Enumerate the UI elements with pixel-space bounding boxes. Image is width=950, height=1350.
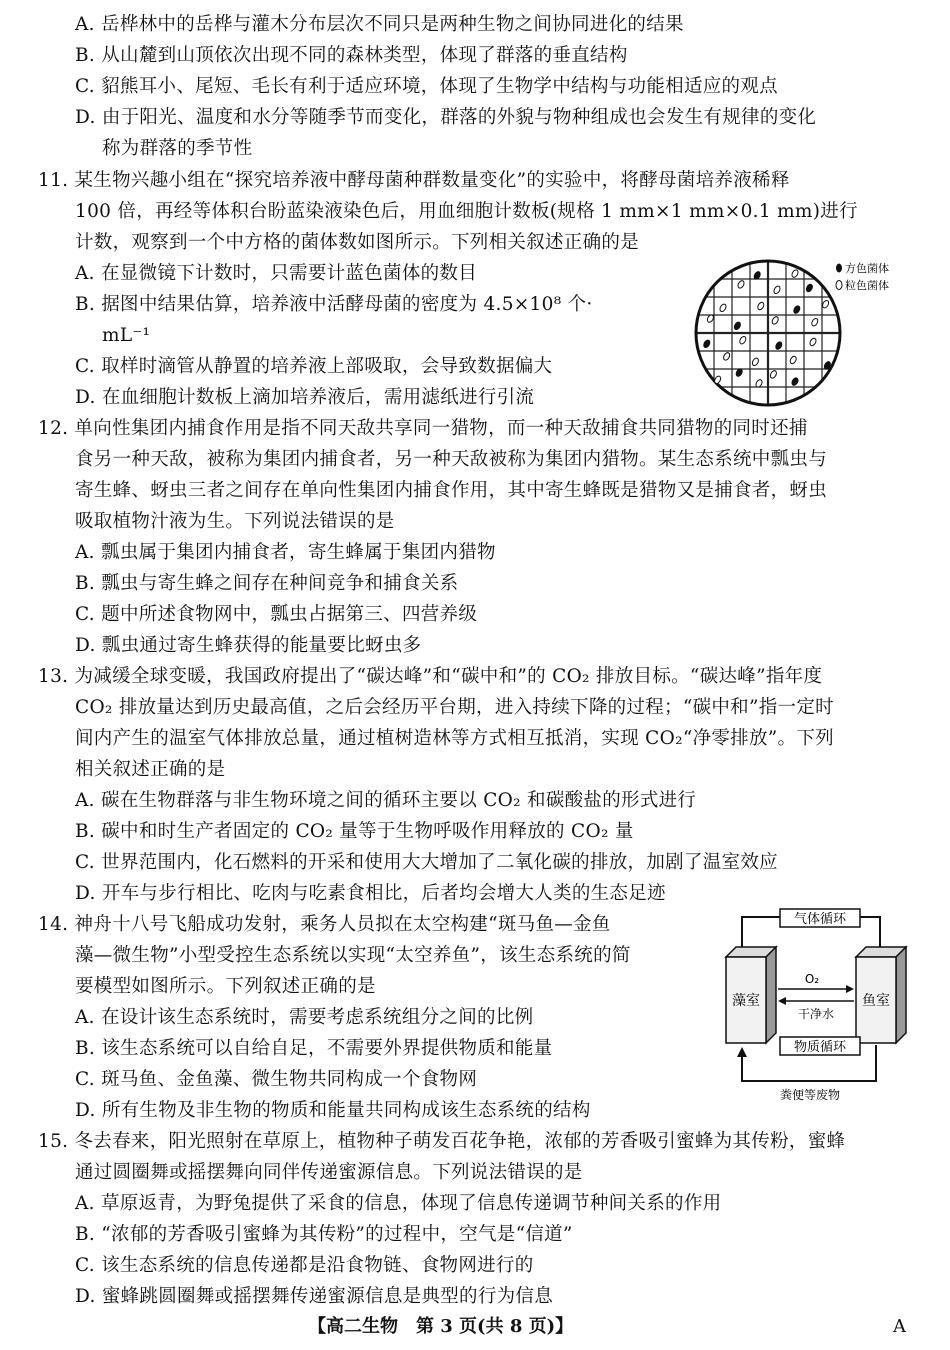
text-line: 藻—微生物”小型受控生态系统以实现“太空养鱼”，该生态系统的简 [75,945,631,966]
material-cycle-label: 物质循环 [793,1040,847,1055]
unstained-yeast-cell [811,317,820,327]
text-line: 通过圆圈舞或摇摆舞向同伴传递蜜源信息。下列说法错误的是 [75,1162,583,1183]
text-line: 相关叙述正确的是 [75,759,226,780]
option-c: C. 该生态系统的信息传递都是沿食物链、食物网进行的 [75,1255,534,1276]
option-c: C. 题中所述食物网中，瓢虫占据第三、四营养级 [75,604,478,625]
question-11-stem: 11. 某生物兴趣小组在“探究培养液中酵母菌种群数量变化”的实验中，将酵母菌培养液稀释 [38,170,790,191]
unstained-yeast-cell [719,303,728,313]
stained-yeast-cell [775,341,784,351]
text-line: B. 从山麓到山顶依次出现不同的森林类型，体现了群落的垂直结构 [75,45,628,66]
option-a: A. 瓢虫属于集团内捕食者，寄生蜂属于集团内猎物 [75,542,496,563]
unstained-yeast-cell [809,337,818,347]
text-line: 计数，观察到一个中方格的菌体数如图所示。下列相关叙述正确的是 [75,232,640,253]
stained-yeast-cell [733,321,742,331]
option-d: D. 所有生物及非生物的物质和能量共同构成该生态系统的结构 [75,1100,591,1121]
legend-dark-cell: 方色菌体 [845,262,889,275]
stained-yeast-cell [793,305,802,315]
text-line: 寄生蜂、蚜虫三者之间存在单向性集团内捕食作用，其中寄生蜂既是猎物又是捕食者，蚜虫 [75,480,828,501]
unstained-yeast-cell [757,301,766,311]
option-b: B. 碳中和时生产者固定的 CO₂ 量等于生物呼吸作用释放的 CO₂ 量 [75,821,634,842]
stained-yeast-cell [805,283,814,293]
option-b: B. 据图中结果估算，培养液中活酵母菌的密度为 4.5×10⁸ 个· [75,294,593,315]
unstained-yeast-cell [751,357,760,367]
option-c: C. 世界范围内，化石燃料的开采和使用大大增加了二氧化碳的排放，加剧了温室效应 [75,852,778,873]
option-a: A. 在设计该生态系统时，需要考虑系统组分之间的比例 [75,1007,534,1028]
light-cell-legend-icon [836,281,842,290]
algae-room-label: 藻室 [732,993,760,1009]
text-line: D. 由于阳光、温度和水分等随季节而变化，群落的外貌与物种组成也会发生有规律的变化 [75,107,817,128]
option-a: A. 碳在生物群落与非生物环境之间的循环主要以 CO₂ 和碳酸盐的形式进行 [75,790,697,811]
text-line: CO₂ 排放量达到历史最高值，之后会经历平台期，进入持续下降的过程；“碳中和”指一定时 [75,697,834,718]
text-line: 100 倍，再经等体积台盼蓝染液染色后，用血细胞计数板(规格 1 mm×1 mm×0.1 mm)进行 [75,201,858,222]
question-13-stem: 13. 为减缓全球变暖，我国政府提出了“碳达峰”和“碳中和”的 CO₂ 排放目标。“碳达峰”指年度 [38,666,823,687]
fish-room-label: 鱼室 [862,993,890,1009]
feces-label: 粪便等废物 [779,1088,841,1102]
unstained-yeast-cell [821,299,830,309]
option-c: C. 斑马鱼、金鱼藻、微生物共同构成一个食物网 [75,1069,478,1090]
unstained-yeast-cell [722,352,731,362]
text-line: 间内产生的温室气体排放总量，通过植树造林等方式相互抵消，实现 CO₂“净零排放”。下列 [75,728,834,749]
text-line: C. 貂熊耳小、尾短、毛长有利于适应环境，体现了生物学中结构与功能相适应的观点 [75,76,778,97]
option-b: B. “浓郁的芳香吸引蜜蜂为其传粉”的过程中，空气是“信道” [75,1224,573,1245]
unstained-yeast-cell [769,370,778,380]
stained-yeast-cell [703,339,712,349]
hemocytometer-figure [693,258,918,408]
question-12-stem: 12. 单向性集团内捕食作用是指不同天敌共享同一猎物，而一种天敌捕食共同猎物的同时还捕 [38,418,808,439]
text-line: 食另一种天敌，被称为集团内捕食者，另一种天敌被称为集团内猎物。某生态系统中瓢虫与 [75,449,828,470]
o2-label: O₂ [804,972,820,986]
unstained-yeast-cell [739,335,748,345]
clean-water-label: 干净水 [797,1007,835,1021]
unstained-yeast-cell [789,355,798,365]
question-14-stem: 14. 神舟十八号飞船成功发射，乘务人员拟在太空构建“斑马鱼—金鱼 [38,914,611,935]
option-d: D. 开车与步行相比、吃肉与吃素食相比，后者均会增大人类的生态足迹 [75,883,666,904]
dark-cell-legend-icon [836,264,842,273]
gas-cycle-label: 气体循环 [793,912,847,927]
unstained-yeast-cell [737,280,746,290]
text-line: mL⁻¹ [102,325,151,346]
text-line: 称为群落的季节性 [102,138,253,159]
option-a: A. 在显微镜下计数时，只需要计蓝色菌体的数目 [75,263,478,284]
text-line: A. 岳桦林中的岳桦与灌木分布层次不同只是两种生物之间协同进化的结果 [75,14,684,35]
option-d: D. 蜜蜂跳圆圈舞或摇摆舞传递蜜源信息是典型的行为信息 [75,1286,554,1307]
text-line: 要模型如图所示。下列叙述正确的是 [75,976,376,997]
option-c: C. 取样时滴管从静置的培养液上部吸取，会导致数据偏大 [75,356,553,377]
option-a: A. 草原返青，为野兔提供了采食的信息，体现了信息传递调节种间关系的作用 [75,1193,722,1214]
unstained-yeast-cell [791,269,800,279]
unstained-yeast-cell [773,285,782,295]
paper-version-mark: A [893,1316,906,1337]
question-15-stem: 15. 冬去春来，阳光照射在草原上，植物种子萌发百花争艳，浓郁的芳香吸引蜜蜂为其传粉，蜜蜂 [38,1131,846,1152]
unstained-yeast-cell [771,316,780,326]
option-b: B. 该生态系统可以自给自足，不需要外界提供物质和能量 [75,1038,553,1059]
option-d: D. 在血细胞计数板上滴加培养液后，需用滤纸进行引流 [75,387,535,408]
stained-yeast-cell [791,377,800,387]
option-b: B. 瓢虫与寄生蜂之间存在种间竞争和捕食关系 [75,573,459,594]
ecosystem-model-figure [720,905,916,1103]
option-d: D. 瓢虫通过寄生蜂获得的能量要比蚜虫多 [75,635,422,656]
text-line: 吸取植物汁液为生。下列说法错误的是 [75,511,395,532]
legend-light-cell: 粒色菌体 [845,279,889,292]
footer-page-info: 【高二生物 第 3 页(共 8 页)】 [308,1316,574,1337]
